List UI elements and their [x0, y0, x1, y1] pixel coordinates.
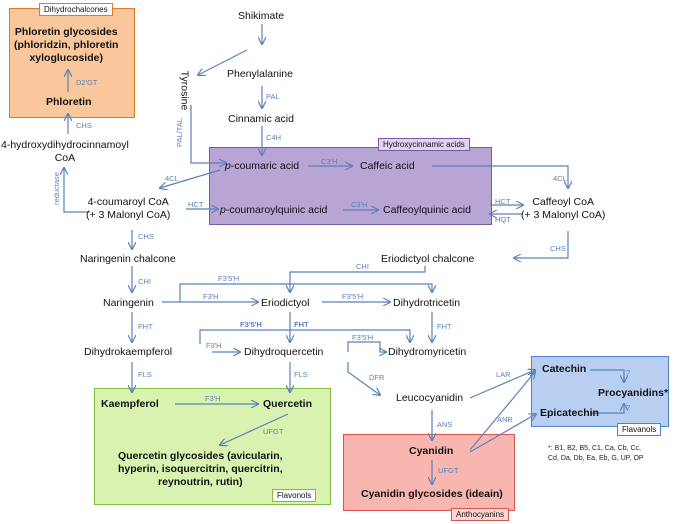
coumaroyl-coa-line2: (+ 3 Malonyl CoA) [86, 209, 171, 221]
node-naringenin: Naringenin [103, 297, 154, 309]
enzyme-fls-2: FLS [294, 370, 308, 379]
node-leucocyanidin: Leucocyanidin [396, 392, 464, 404]
node-shikimate: Shikimate [238, 10, 285, 22]
enzyme-d2gt: D2'GT [76, 78, 98, 87]
node-kaempferol: Kaempferol [101, 398, 159, 410]
enzyme-ufgt-1: UFGT [263, 427, 284, 436]
node-procyanidins: Procyanidins* [598, 387, 669, 399]
pcoumaroylquinic-rest: -coumaroylquinic acid [225, 204, 328, 216]
node-caffeoylquinic-acid: Caffeoylquinic acid [383, 204, 471, 216]
coumaroyl-coa-line1: 4-coumaroyl CoA [87, 196, 169, 208]
quercetin-glyc-line1: Quercetin glycosides (avicularin, [118, 450, 283, 462]
node-phenylalanine: Phenylalanine [227, 68, 293, 80]
enzyme-pal: PAL [266, 92, 280, 101]
enzyme-c3h-2: C3'H [351, 200, 368, 209]
node-caffeic-acid: Caffeic acid [360, 160, 415, 172]
dihydrochalcones-tag: Dihydrochalcones [39, 3, 113, 16]
enzyme-reductase: reductase [51, 172, 61, 205]
enzyme-chs-1: CHS [76, 121, 92, 130]
enzyme-chs-2: CHS [138, 232, 154, 241]
italic-p: p [225, 160, 231, 172]
hydroxy-line2: CoA [54, 152, 76, 164]
node-epicatechin: Epicatechin [540, 407, 599, 419]
italic-p-2: p [220, 204, 226, 216]
procyanidins-footnote [548, 444, 644, 464]
node-cinnamic-acid: Cinnamic acid [228, 113, 294, 125]
enzyme-c3h-1: C3'H [321, 157, 338, 166]
node-cyanidin-glycosides: Cyanidin glycosides (ideain) [361, 488, 503, 500]
enzyme-f3h-3: F3'H [205, 394, 221, 403]
quercetin-glyc-line2: hyperin, isoquercitrin, quercitrin, [118, 463, 283, 475]
enzyme-fht-1: FHT [138, 322, 153, 331]
pcoumaric-rest: -coumaric acid [230, 160, 300, 172]
enzyme-hqt: HQT [495, 215, 511, 224]
enzyme-fht-bold: FHT [294, 320, 309, 329]
node-4-hydroxydihydrocinnamoyl-coa [1, 139, 129, 165]
node-naringenin-chalcone: Naringenin chalcone [80, 253, 176, 265]
enzyme-fht-3: FHT [437, 322, 452, 331]
enzyme-hct-1: HCT [188, 200, 204, 209]
node-caffeoyl-coa [521, 196, 605, 222]
enzyme-pal-tal: PAL/TAL [174, 118, 184, 147]
enzyme-4cl-1: 4CL [165, 174, 179, 183]
node-quercetin: Quercetin [263, 398, 313, 410]
footnote-line2: Cd, Da, Db, Ea, Eb, G, UP, OP [548, 455, 644, 462]
footnote-line1: *: B1, B2, B5, C1, Ca, Cb, Cc, [548, 445, 641, 452]
node-cyanidin: Cyanidin [409, 445, 454, 457]
enzyme-chi-1: CHI [138, 277, 151, 286]
node-phloretin: Phloretin [46, 96, 92, 108]
node-eriodictyol-chalcone: Eriodictyol chalcone [381, 253, 475, 265]
enzyme-chs-3: CHS [550, 244, 566, 253]
enzyme-dfr: DFR [369, 373, 385, 382]
hydroxy-line1: 4-hydroxydihydrocinnamoyl [1, 139, 129, 151]
phloretin-glyc-line2: (phloridzin, phloretin [14, 39, 119, 51]
enzyme-ufgt-2: UFGT [438, 466, 459, 475]
node-tyrosine: Tyrosine [178, 70, 191, 111]
enzyme-lar: LAR [496, 370, 511, 379]
enzyme-f3p5h-2: F3'5'H [342, 292, 364, 301]
enzyme-f3p5h-1: F3'5'H [218, 274, 240, 283]
hydroxycinnamic-tag: Hydroxycinnamic acids [378, 138, 470, 151]
enzyme-f3h-2: F3'H [206, 341, 222, 350]
quercetin-glyc-line3: reynoutrin, rutin) [157, 476, 243, 488]
enzyme-4cl-2: 4CL [553, 174, 567, 183]
caffeoyl-coa-line1: Caffeoyl CoA [532, 196, 594, 208]
enzyme-hct-2: HCT [495, 197, 511, 206]
node-dihydrotricetin: Dihydrotricetin [393, 297, 461, 309]
node-p-coumaroylquinic-acid [220, 204, 327, 217]
node-dihydroquercetin: Dihydroquercetin [244, 346, 324, 358]
enzyme-chi-2: CHI [356, 262, 369, 271]
enzyme-unknown-2: ? [626, 403, 631, 412]
node-dihydromyricetin: Dihydromyricetin [388, 346, 467, 358]
phloretin-glyc-line3: xyloglucoside) [29, 52, 103, 64]
node-p-coumaric-acid [225, 160, 299, 173]
node-phloretin-glycosides [14, 26, 118, 65]
flavonols-tag: Flavonols [272, 489, 316, 502]
phloretin-glyc-line1: Phloretin glycosides [14, 26, 118, 38]
anthocyanins-tag: Anthocyanins [451, 508, 509, 521]
enzyme-unknown-1: ? [626, 368, 631, 377]
enzyme-f3h-1: F3'H [203, 292, 219, 301]
enzyme-f3p5h-3: F3'5'H [352, 333, 374, 342]
flavanols-tag: Flavanols [617, 423, 661, 436]
enzyme-f3p5h-bold: F3'5'H [240, 320, 262, 329]
enzyme-ans: ANS [437, 420, 453, 429]
enzyme-anr: ANR [497, 415, 513, 424]
node-dihydrokaempferol: Dihydrokaempferol [84, 346, 173, 358]
node-4-coumaroyl-coa [86, 196, 170, 222]
node-eriodictyol: Eriodictyol [261, 297, 310, 309]
enzyme-fls-1: FLS [138, 370, 152, 379]
caffeoyl-coa-line2: (+ 3 Malonyl CoA) [521, 209, 606, 221]
enzyme-c4h: C4H [266, 133, 282, 142]
node-catechin: Catechin [542, 363, 587, 375]
node-quercetin-glycosides [118, 450, 283, 489]
